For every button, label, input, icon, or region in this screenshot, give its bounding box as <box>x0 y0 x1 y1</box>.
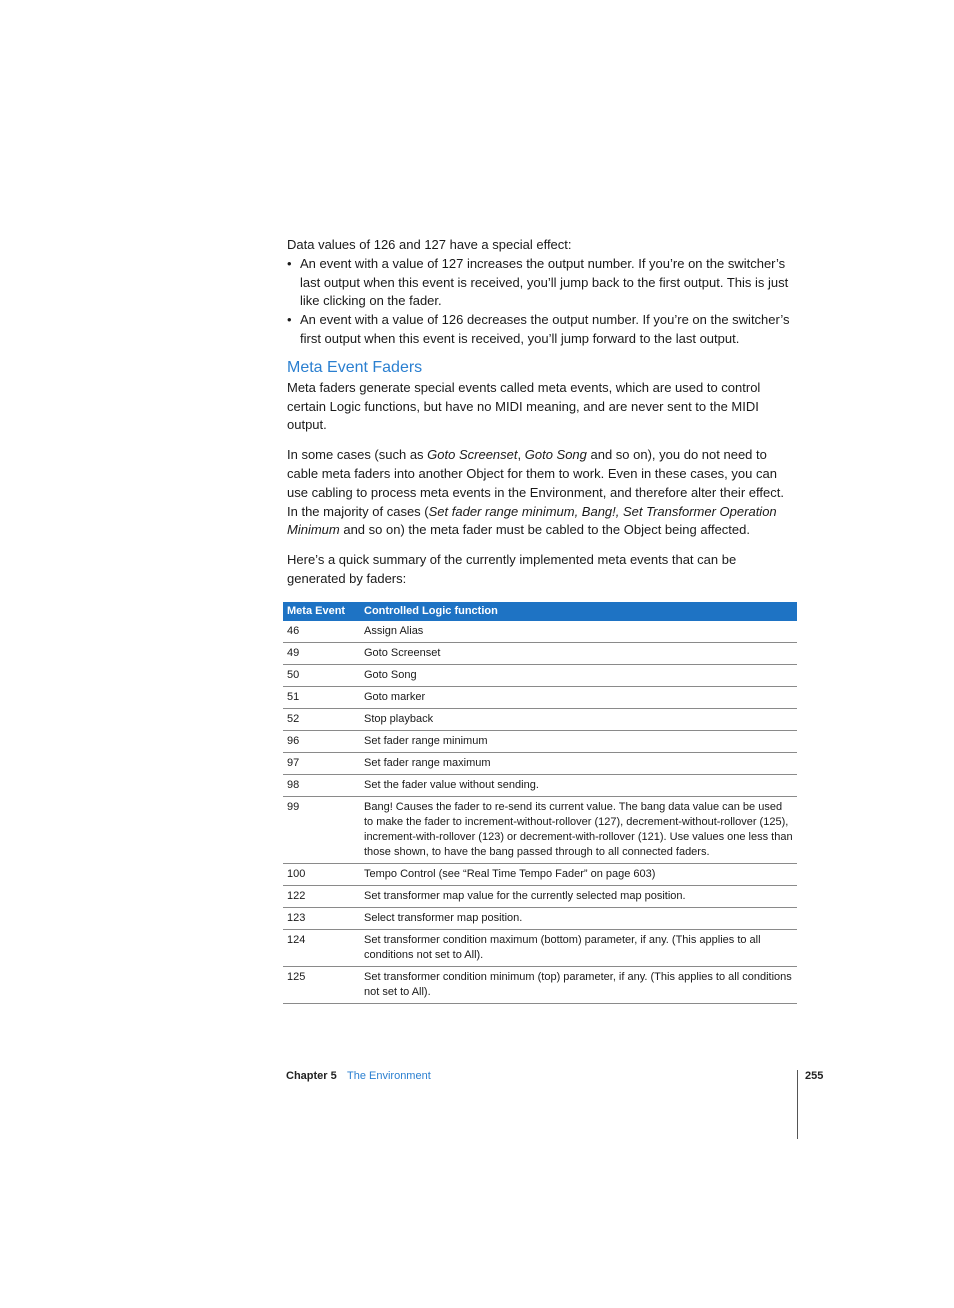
event-number: 97 <box>283 753 360 775</box>
event-function: Bang! Causes the fader to re-send its current value. The bang data value can be used to make the fader to increment-without-rollover (127), decrement-without-rollover (125), increment-with-rollover (123) or decrement-with-rollover (121). Use values one less than those shown, to have the bang passed through to all connected faders. <box>360 797 797 864</box>
table-row <box>283 775 797 797</box>
italic-term: Goto Song <box>524 447 587 463</box>
italic-term: Set fader range minimum, Bang!, Set Transformer Operation Minimum <box>287 503 777 538</box>
event-number: 50 <box>283 665 360 687</box>
event-number: 46 <box>283 621 360 643</box>
text-run: and so on), you do not need to cable meta faders into another Object for them to work. Even in these cases, you can use cabling to process meta events in the Environment, and therefore alter their effect. In the majority of cases ( <box>287 447 784 519</box>
table-row <box>283 665 797 687</box>
table-row <box>283 709 797 731</box>
event-number: 51 <box>283 687 360 709</box>
column-header-meta-event: Meta Event <box>283 602 360 621</box>
footer-chapter: Chapter 5 <box>286 1070 337 1082</box>
intro-bullet-list <box>287 255 797 349</box>
event-function: Set transformer condition minimum (top) parameter, if any. (This applies to all conditions not set to All). <box>360 967 797 1004</box>
table-row <box>283 886 797 908</box>
event-number: 52 <box>283 709 360 731</box>
list-item: • An event with a value of 127 increases the output number. If you’re on the switcher’s last output when this event is received, you’ll jump back to the first output. This is just like clicking on the fader. <box>287 255 797 311</box>
column-header-function: Controlled Logic function <box>360 602 797 621</box>
footer-chapter-title: The Environment <box>347 1070 431 1082</box>
event-function: Set transformer map value for the currently selected map position. <box>360 886 797 908</box>
table-row <box>283 797 797 864</box>
table-row <box>283 930 797 967</box>
event-function: Goto Screenset <box>360 643 797 665</box>
list-item: • An event with a value of 126 decreases the output number. If you’re on the switcher’s first output when this event is received, you’ll jump forward to the last output. <box>287 311 797 349</box>
intro-text: Data values of 126 and 127 have a special effect: <box>287 237 572 252</box>
event-number: 99 <box>283 797 360 864</box>
table-row <box>283 967 797 1004</box>
event-number: 124 <box>283 930 360 967</box>
event-function: Assign Alias <box>360 621 797 643</box>
event-function: Goto Song <box>360 665 797 687</box>
table-row <box>283 908 797 930</box>
paragraph-meta-faders: Meta faders generate special events called meta events, which are used to control certain Logic functions, but have no MIDI meaning, and are never sent to the MIDI output. <box>287 379 761 433</box>
event-number: 123 <box>283 908 360 930</box>
table-row <box>283 864 797 886</box>
table-row <box>283 687 797 709</box>
text-run: , <box>517 447 525 463</box>
footer-divider <box>797 1070 798 1139</box>
event-function: Set fader range maximum <box>360 753 797 775</box>
event-number: 49 <box>283 643 360 665</box>
event-number: 98 <box>283 775 360 797</box>
page-body <box>287 236 797 589</box>
table-row <box>283 753 797 775</box>
table-row <box>283 621 797 643</box>
italic-term: Goto Screenset <box>427 447 518 463</box>
event-function: Tempo Control (see “Real Time Tempo Fader” on page 603) <box>360 864 797 886</box>
paragraph-cabling <box>287 446 797 540</box>
paragraph-summary: Here’s a quick summary of the currently implemented meta events that can be generated by faders: <box>287 552 737 586</box>
meta-event-table <box>283 602 797 1004</box>
event-function: Select transformer map position. <box>360 908 797 930</box>
event-number: 122 <box>283 886 360 908</box>
event-function: Set fader range minimum <box>360 731 797 753</box>
event-number: 100 <box>283 864 360 886</box>
event-function: Stop playback <box>360 709 797 731</box>
event-number: 125 <box>283 967 360 1004</box>
event-function: Set the fader value without sending. <box>360 775 797 797</box>
table-row <box>283 731 797 753</box>
section-heading: Meta Event Faders <box>287 358 423 376</box>
event-number: 96 <box>283 731 360 753</box>
text-run: and so on) the meta fader must be cabled to the Object being affected. <box>339 522 750 538</box>
event-function: Goto marker <box>360 687 797 709</box>
table-row <box>283 643 797 665</box>
table-header-row <box>283 602 797 621</box>
page-number: 255 <box>805 1070 824 1082</box>
event-function: Set transformer condition maximum (bottom) parameter, if any. (This applies to all conditions not set to All). <box>360 930 797 967</box>
text-run: In some cases (such as <box>287 447 428 463</box>
